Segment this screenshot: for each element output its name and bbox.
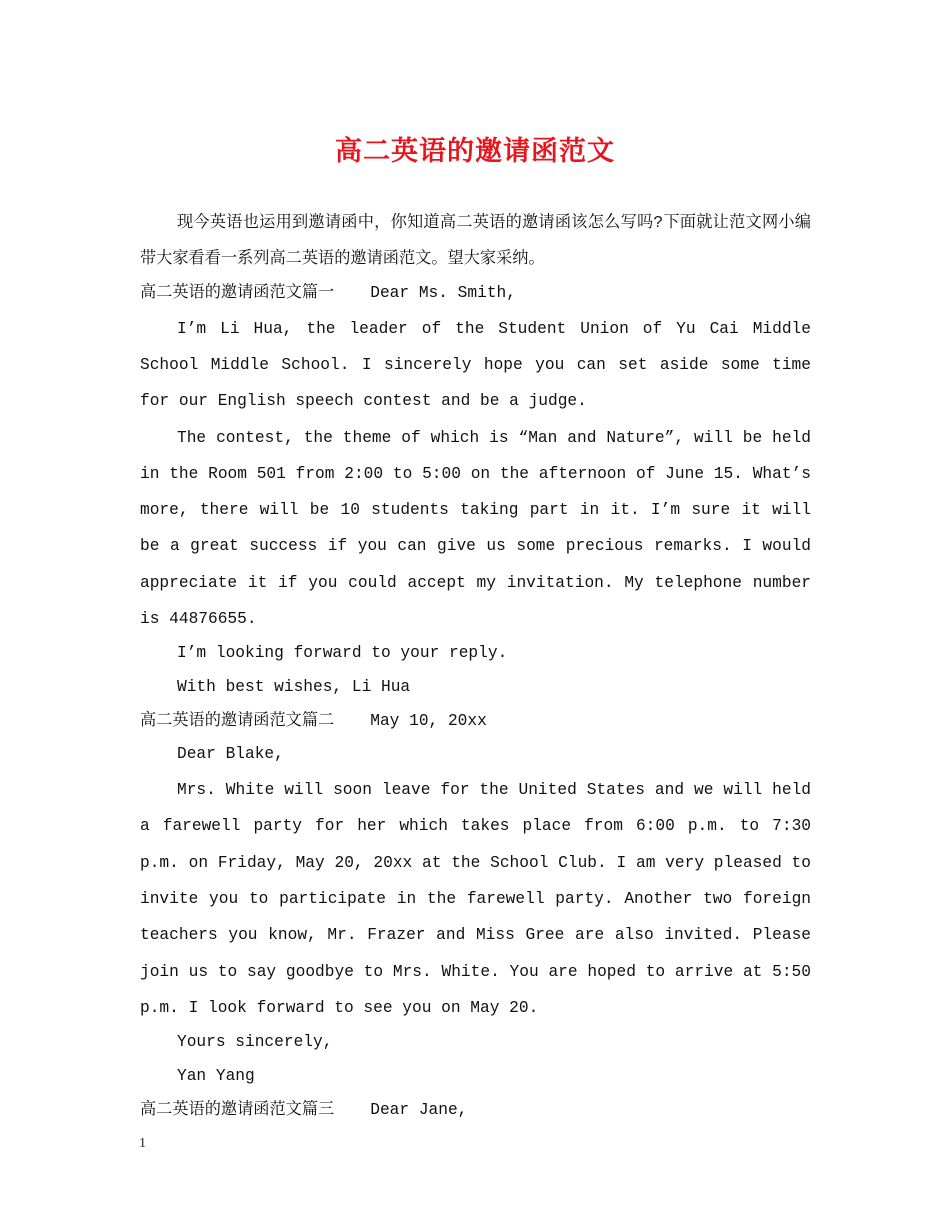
page-number: 1 <box>139 1136 146 1151</box>
section-2-paragraph-1: Mrs. White will soon leave for the United States and we will held a farewell party for her which takes place from 6:00 p.m. to 7:30 p.m. on Friday, May 20, 20xx at the School Club. I am very pleased to invite you to participate in the farewell party. Another two foreign teachers you know, Mr. Frazer and Miss Gree are also invited. Please join us to say goodbye to Mrs. White. You are hoped to arrive at 5:50 p.m. I look forward to see you on May 20. <box>140 781 811 1017</box>
section-1-closing-line: I’m looking forward to your reply. <box>177 644 508 663</box>
section-1-salutation: Dear Ms. Smith, <box>370 284 516 302</box>
section-3-salutation: Dear Jane, <box>370 1100 468 1119</box>
section-2-signature: Yan Yang <box>177 1066 255 1085</box>
document-title: 高二英语的邀请函范文 <box>335 136 615 167</box>
document-body <box>140 205 811 1127</box>
section-2-salutation: Dear Blake, <box>177 745 284 764</box>
section-1-paragraph-1: I’m Li Hua, the leader of the Student Union of Yu Cai Middle School Middle School. I sincerely hope you can set aside some time for our English speech contest and be a judge. <box>140 319 811 411</box>
section-2-closing: Yours sincerely, <box>177 1033 333 1052</box>
section-3-heading-line <box>140 1094 811 1128</box>
section-1-paragraph-2: The contest, the theme of which is “Man and Nature”, will be held in the Room 501 from 2:00 to 5:00 on the afternoon of June 15. What’s more, there will be 10 students taking part in it. I’m sure it will be a great success if you can give us some precious remarks. I would appreciate it if you could accept my invitation. My telephone number is 44876655. <box>140 428 811 629</box>
section-1-signature: With best wishes, Li Hua <box>177 678 411 697</box>
intro-paragraph: 现今英语也运用到邀请函中，你知道高二英语的邀请函该怎么写吗?下面就让范文网小编带大家看看一系列高二英语的邀请函范文。望大家采纳。 <box>140 214 811 268</box>
section-1-heading-line <box>140 277 811 311</box>
section-2-date: May 10, 20xx <box>370 711 487 730</box>
section-2-heading-line <box>140 705 811 739</box>
section-2-heading: 高二英语的邀请函范文篇二 <box>140 711 335 730</box>
section-1-heading: 高二英语的邀请函范文篇一 <box>140 284 335 302</box>
section-3-heading: 高二英语的邀请函范文篇三 <box>140 1100 335 1119</box>
